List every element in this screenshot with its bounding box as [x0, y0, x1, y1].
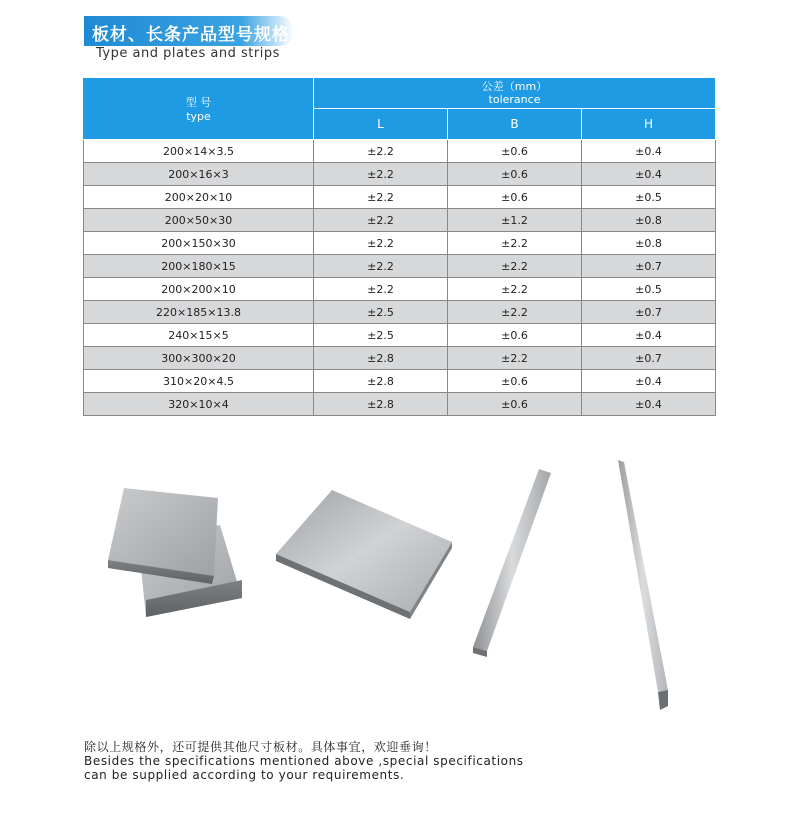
tolerance-header-en: tolerance [488, 93, 541, 106]
tolerance-column-header [314, 78, 716, 109]
cell-b: ±2.2 [448, 255, 582, 278]
table-row [84, 393, 716, 416]
table-row [84, 370, 716, 393]
cell-type: 320×10×4 [84, 393, 314, 416]
table-row [84, 140, 716, 163]
cell-l: ±2.5 [314, 301, 448, 324]
cell-type: 200×50×30 [84, 209, 314, 232]
cell-b: ±0.6 [448, 324, 582, 347]
cell-l: ±2.2 [314, 209, 448, 232]
table-row [84, 186, 716, 209]
cell-h: ±0.4 [582, 393, 716, 416]
cell-l: ±2.8 [314, 347, 448, 370]
cell-type: 200×180×15 [84, 255, 314, 278]
stacked-plates-image [100, 480, 260, 625]
cell-b: ±0.6 [448, 370, 582, 393]
table-row [84, 347, 716, 370]
cell-l: ±2.2 [314, 140, 448, 163]
table-row [84, 301, 716, 324]
cell-h: ±0.4 [582, 324, 716, 347]
title-banner [84, 16, 294, 46]
cell-l: ±2.2 [314, 232, 448, 255]
cell-h: ±0.7 [582, 347, 716, 370]
type-header-en: type [186, 110, 211, 123]
note-en-line2: can be supplied according to your requirements. [84, 768, 405, 782]
cell-type: 220×185×13.8 [84, 301, 314, 324]
cell-h: ±0.5 [582, 186, 716, 209]
cell-h: ±0.8 [582, 232, 716, 255]
cell-h: ±0.4 [582, 370, 716, 393]
cell-h: ±0.7 [582, 255, 716, 278]
cell-type: 240×15×5 [84, 324, 314, 347]
strip-bar-image [465, 465, 555, 660]
cell-b: ±2.2 [448, 347, 582, 370]
cell-l: ±2.2 [314, 278, 448, 301]
header-l: L [314, 109, 448, 140]
cell-type: 200×150×30 [84, 232, 314, 255]
flat-plate-image [270, 486, 455, 621]
cell-l: ±2.8 [314, 393, 448, 416]
table-row [84, 324, 716, 347]
cell-l: ±2.2 [314, 186, 448, 209]
table-row [84, 255, 716, 278]
note-cn: 除以上规格外，还可提供其他尺寸板材。具体事宜，欢迎垂询！ [84, 740, 437, 754]
cell-b: ±0.6 [448, 393, 582, 416]
spec-table [83, 77, 716, 416]
table-row [84, 209, 716, 232]
cell-h: ±0.4 [582, 140, 716, 163]
cell-h: ±0.4 [582, 163, 716, 186]
page-subtitle: Type and plates and strips [96, 46, 280, 61]
table-row [84, 163, 716, 186]
cell-type: 200×14×3.5 [84, 140, 314, 163]
cell-b: ±0.6 [448, 186, 582, 209]
cell-l: ±2.2 [314, 255, 448, 278]
cell-b: ±0.6 [448, 163, 582, 186]
cell-b: ±2.2 [448, 278, 582, 301]
cell-l: ±2.8 [314, 370, 448, 393]
type-header-cn: 型 号 [185, 96, 212, 109]
tolerance-header-cn: 公差（mm） [481, 80, 548, 93]
cell-h: ±0.8 [582, 209, 716, 232]
cell-l: ±2.2 [314, 163, 448, 186]
footer-note [84, 740, 524, 782]
table-row [84, 278, 716, 301]
cell-l: ±2.5 [314, 324, 448, 347]
thin-strip-image [612, 458, 672, 713]
cell-b: ±2.2 [448, 232, 582, 255]
cell-b: ±2.2 [448, 301, 582, 324]
cell-type: 200×200×10 [84, 278, 314, 301]
cell-h: ±0.7 [582, 301, 716, 324]
cell-type: 310×20×4.5 [84, 370, 314, 393]
cell-type: 200×20×10 [84, 186, 314, 209]
cell-b: ±0.6 [448, 140, 582, 163]
cell-type: 200×16×3 [84, 163, 314, 186]
type-column-header [84, 78, 314, 140]
table-row [84, 232, 716, 255]
cell-type: 300×300×20 [84, 347, 314, 370]
page-title: 板材、长条产品型号规格 [92, 25, 290, 45]
header-h: H [582, 109, 716, 140]
cell-h: ±0.5 [582, 278, 716, 301]
note-en-line1: Besides the specifications mentioned above ,special specifications [84, 754, 524, 768]
header-b: B [448, 109, 582, 140]
cell-b: ±1.2 [448, 209, 582, 232]
